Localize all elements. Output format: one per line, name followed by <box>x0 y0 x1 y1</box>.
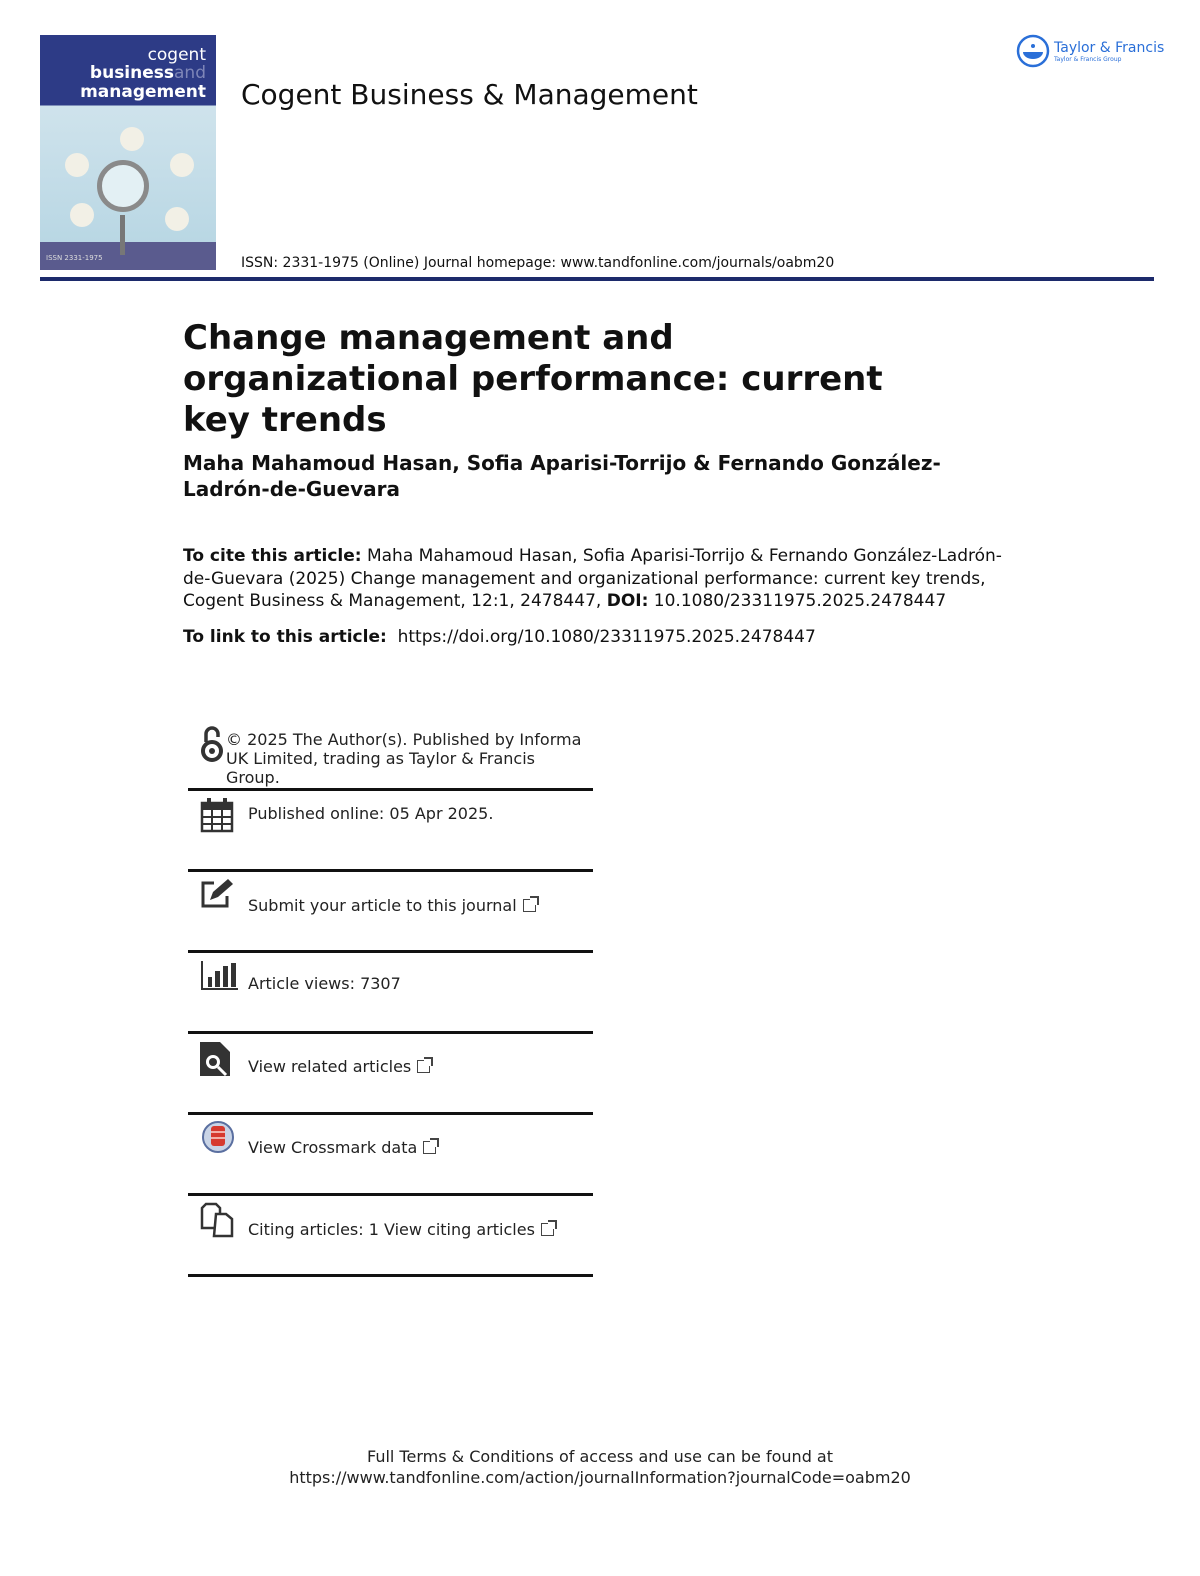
article-views-row: Article views: 7307 <box>188 953 593 1034</box>
external-link-icon <box>523 899 536 912</box>
open-access-icon <box>200 726 226 764</box>
citation: To cite this article: Maha Mahamoud Hasan, Sofia Aparisi-Torrijo & Fernando González-Ladrón-de-Guevara (2025) Change management and organizational performance: current key trends, Cogent Business & Management, 12:1, 2478447, DOI: 10.1080/23311975.2025.2478447 <box>183 546 1002 611</box>
external-link-icon <box>417 1060 430 1073</box>
journal-homepage-link[interactable]: www.tandfonline.com/journals/oabm20 <box>560 255 835 271</box>
citing-icon <box>200 1202 236 1238</box>
header-divider <box>40 277 1154 281</box>
published-row: Published online: 05 Apr 2025. <box>188 791 593 872</box>
external-link-icon <box>423 1141 436 1154</box>
journal-title: Cogent Business & Management <box>241 78 698 111</box>
terms-footer: Full Terms & Conditions of access and use can be found at https://www.tandfonline.com/action/journalInformation?journalCode=oabm20 <box>0 1446 1200 1488</box>
terms-link[interactable]: https://www.tandfonline.com/action/journalInformation?journalCode=oabm20 <box>289 1468 911 1487</box>
issn-line: ISSN: 2331-1975 (Online) Journal homepage: www.tandfonline.com/journals/oabm20 <box>241 255 835 271</box>
journal-cover <box>40 35 216 270</box>
article-info-box <box>188 720 593 1277</box>
cover-text: cogent <box>147 45 206 65</box>
taylor-francis-lamp-icon <box>1016 34 1050 68</box>
doi-link[interactable]: 10.1080/23311975.2025.2478447 <box>653 591 947 611</box>
article-link-line: To link to this article: https://doi.org/10.1080/23311975.2025.2478447 <box>183 627 816 647</box>
cover-text: management <box>80 82 206 102</box>
related-search-icon <box>200 1040 232 1078</box>
crossmark-link[interactable]: View Crossmark data <box>188 1115 593 1196</box>
magnifier-image <box>97 160 149 212</box>
submit-article-link[interactable]: Submit your article to this journal <box>188 872 593 953</box>
article-link[interactable]: https://doi.org/10.1080/23311975.2025.2478447 <box>397 627 816 647</box>
cover-text: businessand <box>89 63 206 83</box>
citing-articles-link[interactable]: Citing articles: 1 View citing articles <box>188 1196 593 1277</box>
external-link-icon <box>541 1223 554 1236</box>
publisher-logo: Taylor & Francis Taylor & Francis Group <box>1016 34 1164 68</box>
related-articles-link[interactable]: View related articles <box>188 1034 593 1115</box>
cover-issn: ISSN 2331-1975 <box>46 254 103 262</box>
license-row: © 2025 The Author(s). Published by Informa UK Limited, trading as Taylor & Francis Group. <box>188 720 593 791</box>
edit-icon <box>200 878 236 910</box>
article-title: Change management and organizational performance: current key trends <box>183 318 883 440</box>
bar-chart-icon <box>200 959 238 991</box>
crossmark-icon <box>200 1121 236 1161</box>
calendar-icon <box>200 797 234 833</box>
article-authors: Maha Mahamoud Hasan, Sofia Aparisi-Torrijo & Fernando González-Ladrón-de-Guevara <box>183 451 941 501</box>
